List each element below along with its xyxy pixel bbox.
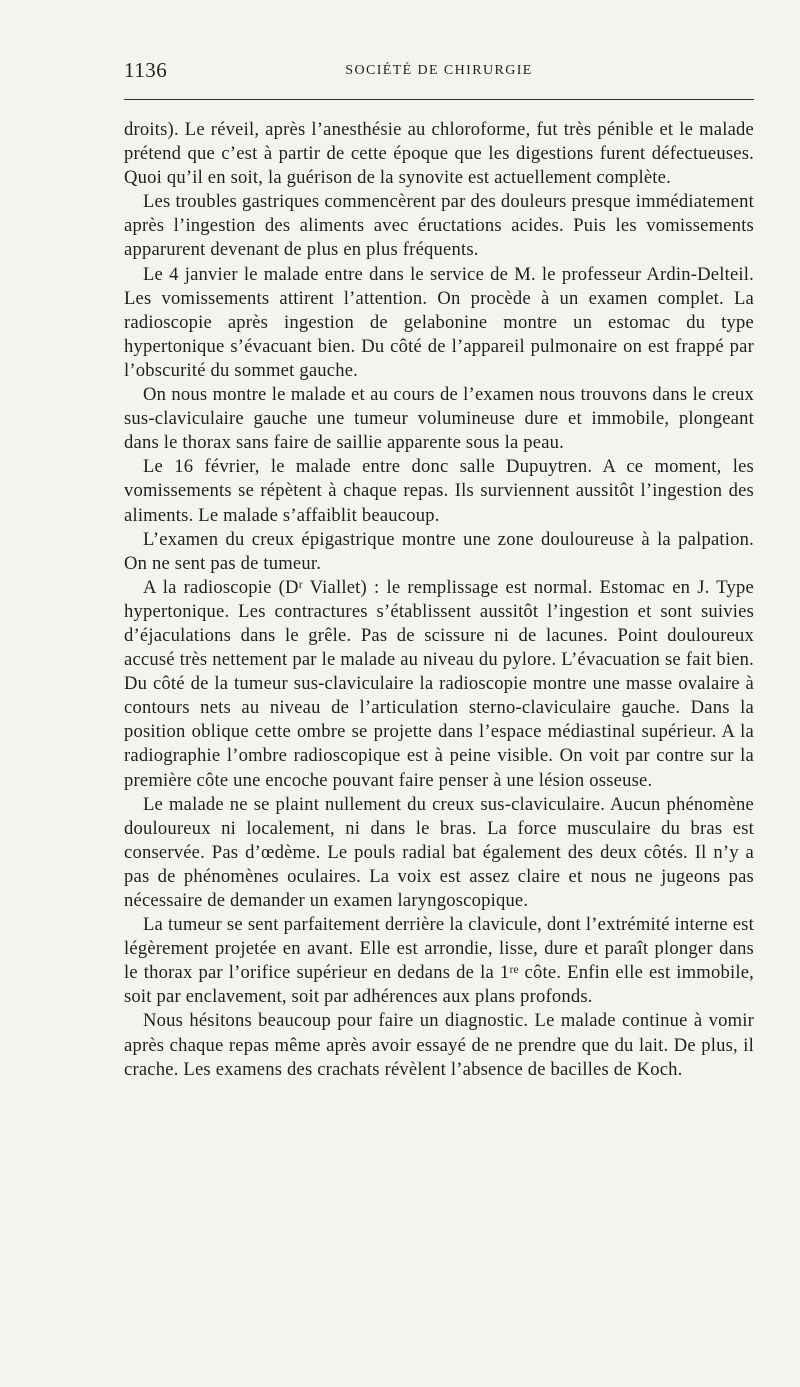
page-header <box>124 58 754 88</box>
paragraph: droits). Le réveil, après l’anesthésie au chloroforme, fut très pénible et le malade prétend que c’est à partir de cette époque que les digestions furent défectueuses. Quoi qu’il en soit, la guérison de la synovite est actuellement complète. <box>124 119 754 189</box>
page-number: 1136 <box>124 58 168 82</box>
paragraph: Le malade ne se plaint nullement du creux sus-claviculaire. Aucun phénomène douloureux ni localement, ni dans le bras. La force musculaire du bras est conservée. Pas d’œdème. Le pouls radial bat également des deux côtés. Il n’y a pas de phénomènes oculaires. La voix est assez claire et nous ne jugeons pas nécessaire de demander un examen laryngoscopique. <box>124 793 754 911</box>
body-text <box>124 118 754 1082</box>
paragraph: Le 4 janvier le malade entre dans le service de M. le professeur Ardin-Delteil. Les vomissements attirent l’attention. On procède à un examen complet. La radioscopie après ingestion de gelabonine montre un estomac du type hypertonique s’évacuant bien. Du côté de l’appareil pulmonaire on est frappé par l’obscurité du sommet gauche. <box>124 263 754 381</box>
paragraph: On nous montre le malade et au cours de l’examen nous trouvons dans le creux sus-claviculaire gauche une tumeur volumineuse dure et immobile, plongeant dans le thorax sans faire de saillie apparente sous la peau. <box>124 384 754 454</box>
header-rule <box>124 99 754 100</box>
paragraph: A la radioscopie (Dʳ Viallet) : le remplissage est normal. Estomac en J. Type hypertonique. Les contractures s’établissent aussitôt l’ingestion et sont suivies d’éjaculations dans le grêle. Pas de scissure ni de lacunes. Point douloureux accusé très nettement par le malade au niveau du pylore. L’évacuation se fait bien. Du côté de la tumeur sus-claviculaire la radioscopie montre une masse ovalaire à contours nets au niveau de l’articulation sterno-claviculaire gauche. Dans la position oblique cette ombre se projette dans l’espace médiastinal supérieur. A la radiographie l’ombre radioscopique est à peine visible. On voit par contre sur la première côte une encoche pouvant faire penser à une lésion osseuse. <box>124 576 754 791</box>
paragraph: La tumeur se sent parfaitement derrière la clavicule, dont l’extrémité interne est légèrement projetée en avant. Elle est arrondie, lisse, dure et paraît plonger dans le thorax par l’orifice supérieur en dedans de la 1ʳᵉ côte. Enfin elle est immobile, soit par enclavement, soit par adhérences aux plans profonds. <box>124 914 754 1008</box>
paragraph: Les troubles gastriques commencèrent par des douleurs presque immédiatement après l’ingestion des aliments avec éructations acides. Puis les vomissements apparurent devenant de plus en plus fréquents. <box>124 191 754 261</box>
paragraph: Le 16 février, le malade entre donc salle Dupuytren. A ce moment, les vomissements se répètent à chaque repas. Ils surviennent aussitôt l’ingestion des aliments. Le malade s’affaiblit beaucoup. <box>124 456 754 526</box>
running-head: SOCIÉTÉ DE CHIRURGIE <box>345 63 533 78</box>
paragraph: Nous hésitons beaucoup pour faire un diagnostic. Le malade continue à vomir après chaque repas même après avoir essayé de ne prendre que du lait. De plus, il crache. Les examens des crachats révèlent l’absence de bacilles de Koch. <box>124 1010 754 1080</box>
paragraph: L’examen du creux épigastrique montre une zone douloureuse à la palpation. On ne sent pas de tumeur. <box>124 528 754 574</box>
